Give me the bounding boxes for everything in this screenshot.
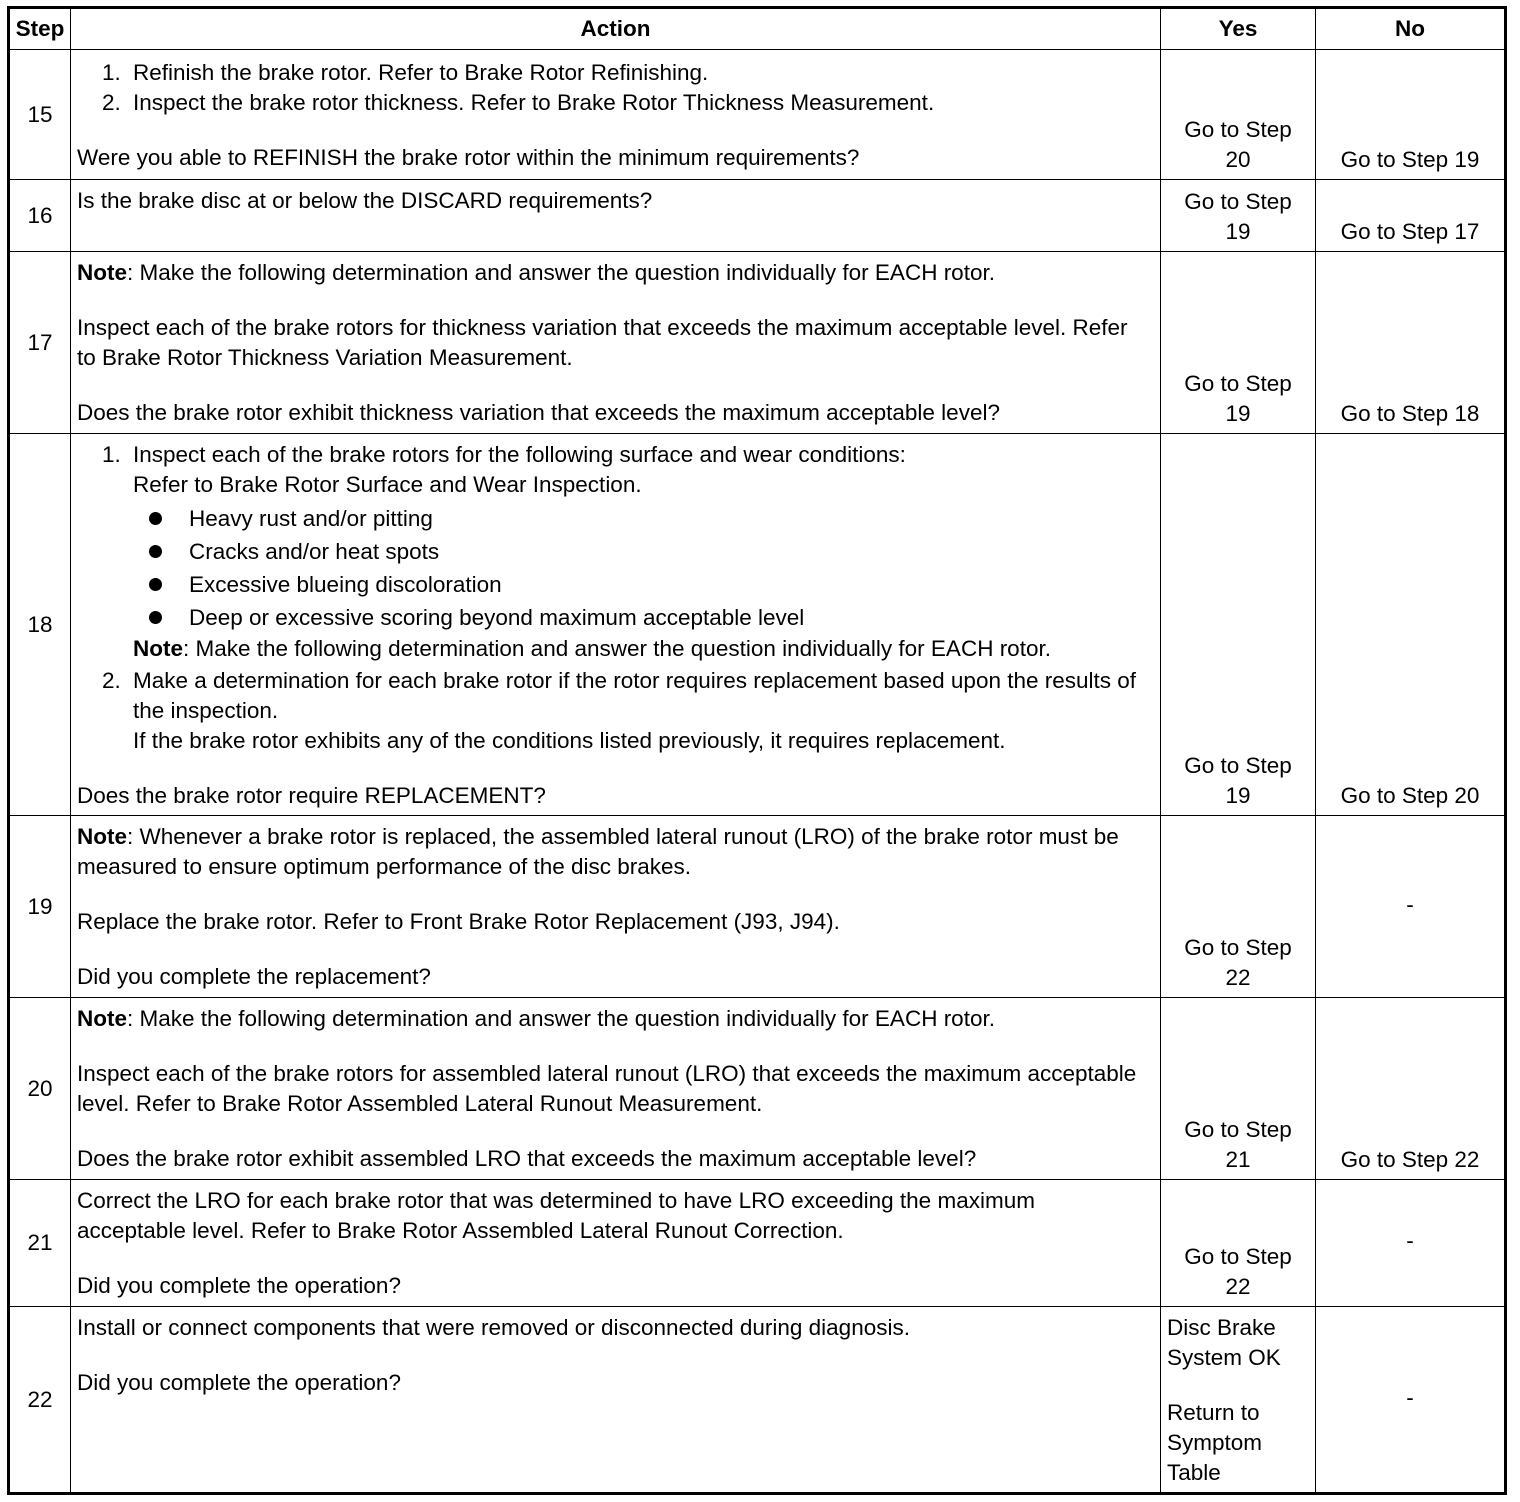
no-cell: - (1316, 1307, 1506, 1494)
yes-cell: Go to Step 21 (1161, 998, 1316, 1180)
action-cell (71, 434, 1161, 816)
question-text: Did you complete the operation? (77, 1273, 401, 1298)
table-row (9, 816, 1506, 998)
list-item: 1. Refinish the brake rotor. Refer to Brake Rotor Refinishing. (127, 58, 1150, 88)
diagnostic-table (7, 6, 1507, 1495)
yes-outcome: Return to Symptom Table (1167, 1400, 1263, 1485)
table-row (9, 50, 1506, 180)
action-text: Install or connect components that were removed or disconnected during diagnosis. (77, 1315, 910, 1340)
question-text: Does the brake rotor require REPLACEMENT? (77, 783, 546, 808)
question-text: Does the brake rotor exhibit thickness variation that exceeds the maximum acceptable level? (77, 400, 1000, 425)
yes-cell: Go to Step 19 (1161, 252, 1316, 434)
header-step: Step (9, 8, 71, 50)
action-text: Inspect each of the brake rotors for assembled lateral runout (LRO) that exceeds the maximum acceptable level. Refer to Brake Rotor Assembled Lateral Runout Measurement. (77, 1061, 1137, 1116)
step-number: 22 (9, 1307, 71, 1494)
step-number: 16 (9, 180, 71, 252)
note-text: Note: Make the following determination and answer the question individually for EACH rotor. (77, 260, 995, 285)
no-cell: Go to Step 17 (1316, 180, 1506, 252)
step-number: 15 (9, 50, 71, 180)
action-cell (71, 816, 1161, 998)
question-text: Were you able to REFINISH the brake rotor within the minimum requirements? (77, 145, 860, 170)
question-text: Did you complete the operation? (77, 1370, 401, 1395)
action-text: Replace the brake rotor. Refer to Front Brake Rotor Replacement (J93, J94). (77, 909, 840, 934)
header-row (9, 8, 1506, 50)
action-cell (71, 1180, 1161, 1307)
list-item: 1. Inspect each of the brake rotors for the following surface and wear conditions: Refer to Brake Rotor Surface and Wear Inspection. Heavy rust and/or pitting Cracks and/or heat spots Excessive blueing discoloration Deep or excessive scoring beyond maximum acceptable level Note: Make the following determination and answer the question individually for EACH rotor. (127, 440, 1150, 664)
yes-outcome: Disc Brake System OK (1167, 1315, 1281, 1370)
no-cell: Go to Step 20 (1316, 434, 1506, 816)
note-text: Note: Whenever a brake rotor is replaced, the assembled lateral runout (LRO) of the brake rotor must be measured to ensure optimum performance of the disc brakes. (77, 824, 1119, 879)
yes-cell: Go to Step 19 (1161, 434, 1316, 816)
bullet-item: Excessive blueing discoloration (183, 568, 1150, 601)
step-number: 17 (9, 252, 71, 434)
step-number: 20 (9, 998, 71, 1180)
header-no: No (1316, 8, 1506, 50)
no-cell: Go to Step 22 (1316, 998, 1506, 1180)
step-number: 21 (9, 1180, 71, 1307)
action-cell (71, 50, 1161, 180)
yes-cell: Go to Step 19 (1161, 180, 1316, 252)
action-text: Correct the LRO for each brake rotor that was determined to have LRO exceeding the maximum acceptable level. Refer to Brake Rotor Assembled Lateral Runout Correction. (77, 1188, 1035, 1243)
action-cell (71, 252, 1161, 434)
note-text: Note: Make the following determination and answer the question individually for EACH rotor. (77, 1006, 995, 1031)
action-cell (71, 180, 1161, 252)
list-item: 2. Inspect the brake rotor thickness. Refer to Brake Rotor Thickness Measurement. (127, 88, 1150, 118)
action-text: Inspect each of the brake rotors for thickness variation that exceeds the maximum acceptable level. Refer to Brake Rotor Thickness Variation Measurement. (77, 315, 1128, 370)
table-row (9, 434, 1506, 816)
question-text: Is the brake disc at or below the DISCARD requirements? (77, 188, 653, 213)
step-number: 19 (9, 816, 71, 998)
step-number: 18 (9, 434, 71, 816)
bullet-item: Deep or excessive scoring beyond maximum acceptable level (183, 601, 1150, 634)
table-row (9, 180, 1506, 252)
action-cell (71, 1307, 1161, 1494)
bullet-item: Heavy rust and/or pitting (183, 502, 1150, 535)
question-text: Does the brake rotor exhibit assembled LRO that exceeds the maximum acceptable level? (77, 1146, 977, 1171)
yes-cell: Go to Step 22 (1161, 816, 1316, 998)
question-text: Did you complete the replacement? (77, 964, 431, 989)
table-row (9, 252, 1506, 434)
header-yes: Yes (1161, 8, 1316, 50)
no-cell: - (1316, 1180, 1506, 1307)
no-cell: Go to Step 19 (1316, 50, 1506, 180)
yes-cell: Go to Step 20 (1161, 50, 1316, 180)
table-row (9, 998, 1506, 1180)
yes-cell: Go to Step 22 (1161, 1180, 1316, 1307)
no-cell: - (1316, 816, 1506, 998)
list-item: 2. Make a determination for each brake rotor if the rotor requires replacement based upon the results of the inspection. If the brake rotor exhibits any of the conditions listed previously, it requires replacement. (127, 666, 1150, 756)
table-row (9, 1180, 1506, 1307)
action-cell (71, 998, 1161, 1180)
header-action: Action (71, 8, 1161, 50)
bullet-item: Cracks and/or heat spots (183, 535, 1150, 568)
table-row (9, 1307, 1506, 1494)
yes-cell (1161, 1307, 1316, 1494)
no-cell: Go to Step 18 (1316, 252, 1506, 434)
note-text: Note: Make the following determination and answer the question individually for EACH rotor. (133, 636, 1051, 661)
